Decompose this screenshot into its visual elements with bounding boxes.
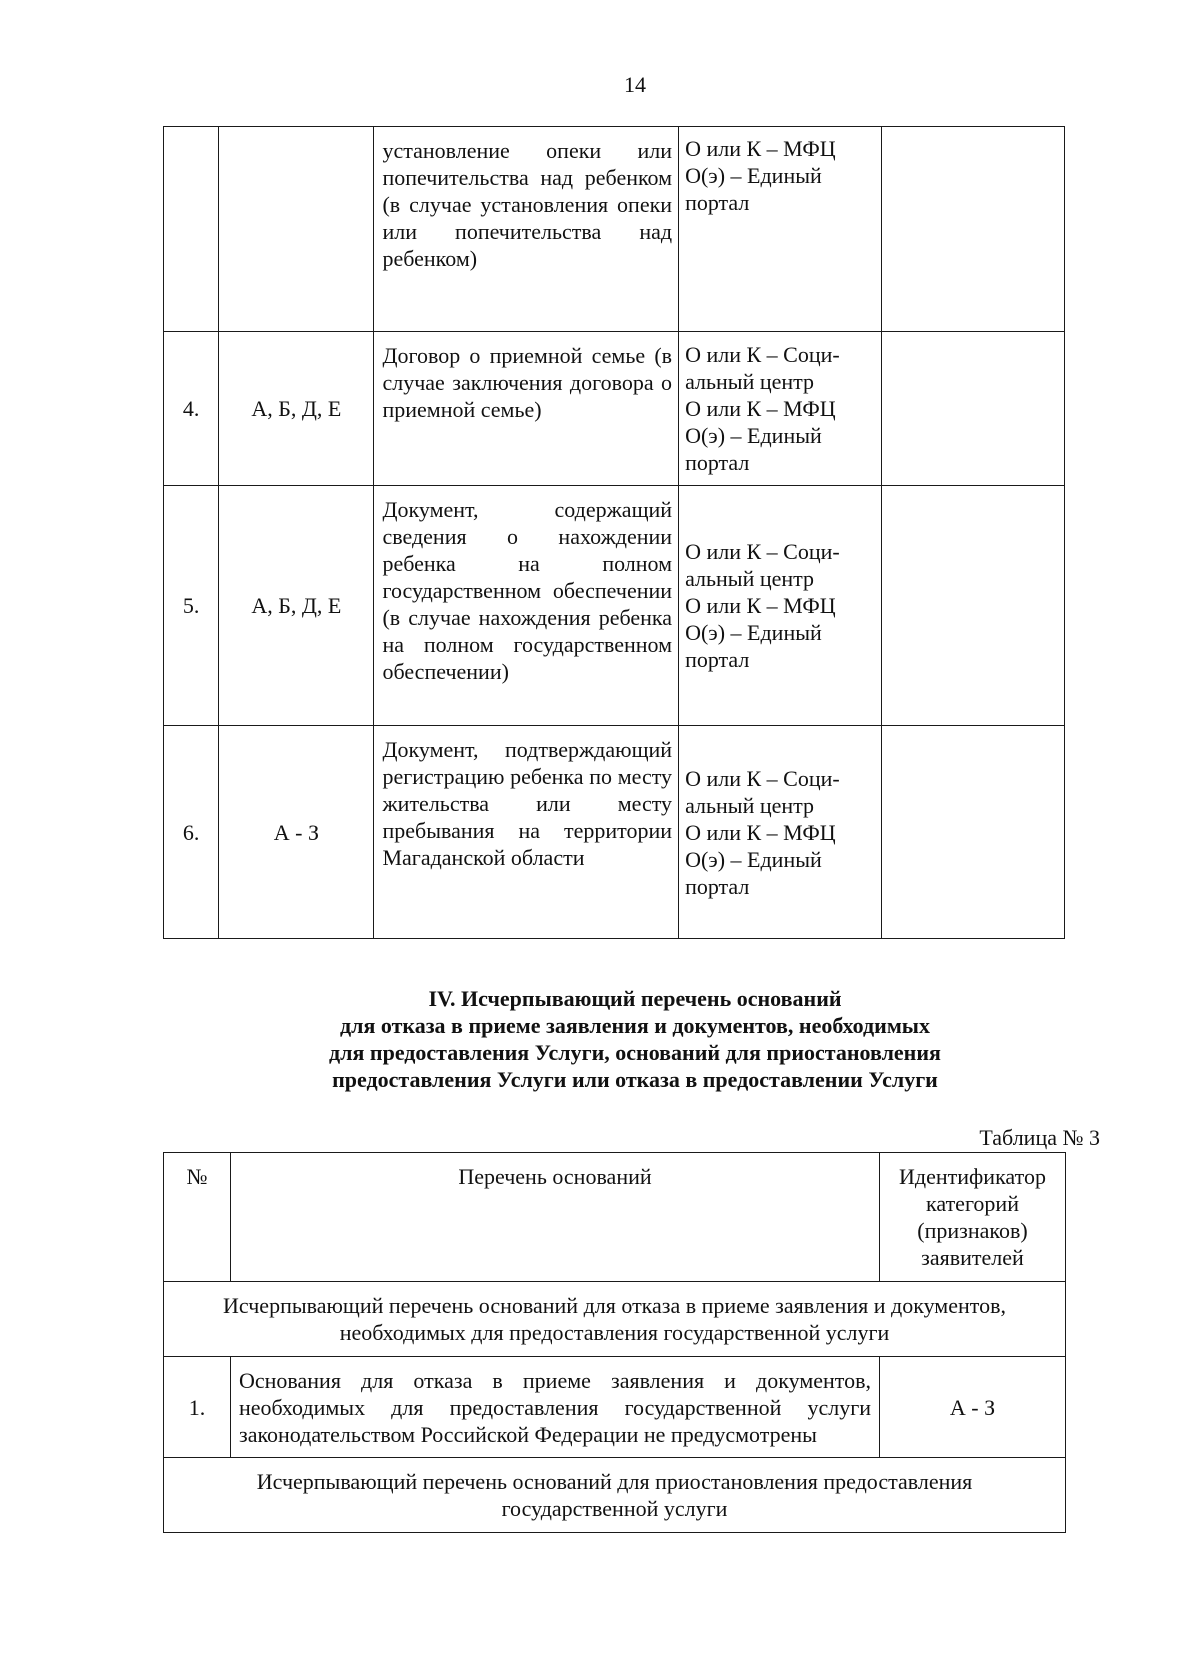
- method-line: О или К – Соци-: [685, 539, 840, 564]
- applicant-categories: А - З: [219, 726, 374, 939]
- document-name: Договор о приемной семье (в случае заключения договора о приемной семье): [374, 332, 679, 486]
- empty-cell: [881, 127, 1064, 332]
- header-identifier-line: Идентификатор: [899, 1164, 1046, 1189]
- submission-method: [679, 332, 882, 486]
- documents-table: [163, 126, 1065, 939]
- method-line: О(э) – Единый: [685, 163, 822, 188]
- refusal-grounds-table: [163, 1152, 1066, 1533]
- heading-line: IV. Исчерпывающий перечень оснований: [428, 986, 842, 1011]
- method-line: О или К – МФЦ: [685, 819, 836, 845]
- table-caption: Таблица № 3: [979, 1125, 1100, 1150]
- row-number: 6.: [164, 726, 219, 939]
- method-line: О(э) – Единый: [685, 846, 822, 872]
- header-number: №: [164, 1153, 231, 1282]
- method-line: портал: [685, 190, 750, 215]
- group-title-row: [164, 1282, 1066, 1357]
- empty-cell: [881, 486, 1064, 726]
- heading-line: для отказа в приеме заявления и документов, необходимых: [339, 1013, 930, 1038]
- header-identifier-line: заявителей: [921, 1245, 1024, 1270]
- applicant-categories: [219, 127, 374, 332]
- method-line: О или К – МФЦ: [685, 396, 836, 421]
- document-name: Документ, подтверждающий регистрацию ребенка по месту жительства или месту пребывания на территории Магаданской области: [374, 726, 679, 939]
- table-header-row: [164, 1153, 1066, 1282]
- table-row: [164, 332, 1065, 486]
- group-title-acceptance-refusal: Исчерпывающий перечень оснований для отказа в приеме заявления и документов, необходимых для предоставления государственной услуги: [164, 1282, 1066, 1357]
- row-number: 5.: [164, 486, 219, 726]
- applicant-categories: А - З: [880, 1357, 1066, 1458]
- document-name: Документ, содержащий сведения о нахождении ребенка на полном государственном обеспечении (в случае нахождения ребенка на полном государственном обеспечении): [374, 486, 679, 726]
- submission-method: [679, 486, 882, 726]
- method-line: портал: [685, 647, 750, 672]
- applicant-categories: А, Б, Д, Е: [219, 332, 374, 486]
- method-line: О или К – Соци-: [685, 765, 840, 791]
- method-line: О(э) – Единый: [685, 423, 822, 448]
- page-number: 14: [624, 72, 646, 97]
- header-grounds-list: Перечень оснований: [231, 1153, 880, 1282]
- table-row: [164, 127, 1065, 332]
- table-row: [164, 486, 1065, 726]
- row-number: [164, 127, 219, 332]
- method-line: О или К – Соци-: [685, 342, 840, 367]
- table-row: [164, 1357, 1066, 1458]
- method-line: О(э) – Единый: [685, 620, 822, 645]
- method-line: портал: [685, 450, 750, 475]
- method-line: портал: [685, 873, 750, 899]
- header-identifier: [880, 1153, 1066, 1282]
- heading-line: предоставления Услуги или отказа в предоставлении Услуги: [332, 1067, 938, 1092]
- header-identifier-line: (признаков): [917, 1218, 1028, 1243]
- heading-line: для предоставления Услуги, оснований для приостановления: [329, 1040, 941, 1065]
- header-identifier-line: категорий: [926, 1191, 1019, 1216]
- empty-cell: [881, 332, 1064, 486]
- applicant-categories: А, Б, Д, Е: [219, 486, 374, 726]
- submission-method: [679, 726, 882, 939]
- method-line: альный центр: [685, 369, 815, 394]
- method-line: альный центр: [685, 792, 815, 818]
- empty-cell: [881, 726, 1064, 939]
- submission-method: [679, 127, 882, 332]
- row-number: 1.: [164, 1357, 231, 1458]
- method-line: альный центр: [685, 566, 815, 591]
- document-name: установление опеки или попечительства над ребенком (в случае установления опеки или попечительства над ребенком): [374, 127, 679, 332]
- row-number: 4.: [164, 332, 219, 486]
- section-heading: [0, 985, 1200, 1093]
- method-line: О или К – МФЦ: [685, 593, 836, 618]
- method-line: О или К – МФЦ: [685, 136, 836, 161]
- group-title-suspension: Исчерпывающий перечень оснований для приостановления предоставления государственной услуги: [164, 1458, 1066, 1533]
- refusal-reason: Основания для отказа в приеме заявления и документов, необходимых для предоставления государственной услуги законодательством Российской Федерации не предусмотрены: [231, 1357, 880, 1458]
- table-row: [164, 726, 1065, 939]
- group-title-row: [164, 1458, 1066, 1533]
